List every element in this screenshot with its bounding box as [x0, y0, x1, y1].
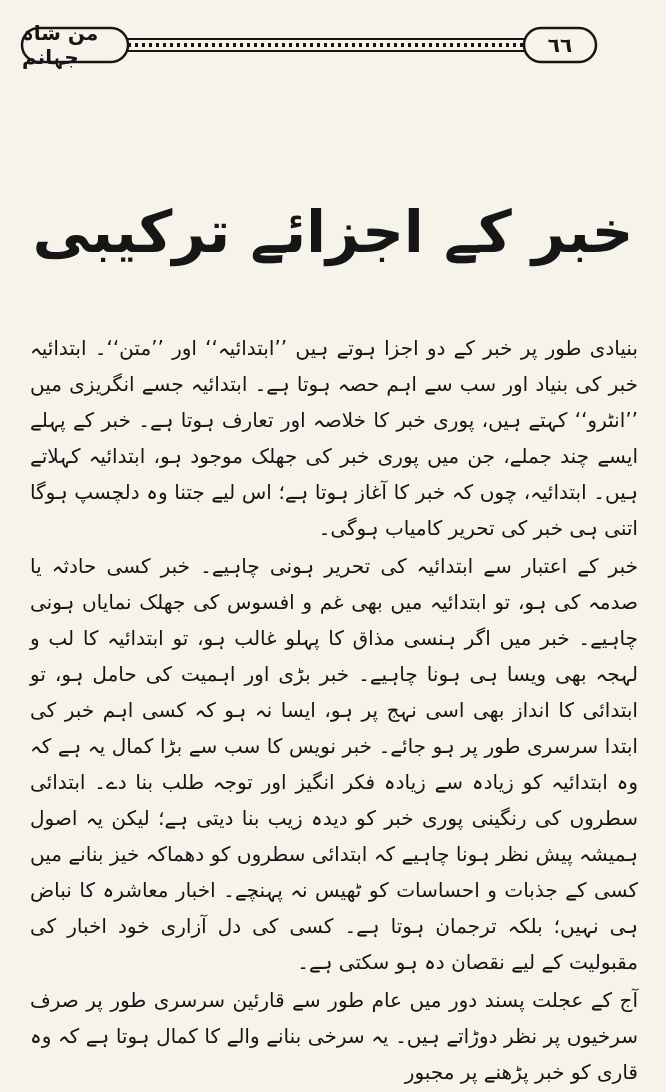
paragraph: آج کے عجلت پسند دور میں عام طور سے قارئین سرسری طور پر صرف سرخیوں پر نظر دوڑاتے ہیں۔ یہ سرخی بنانے والے کا کمال ہوتا ہے کہ وہ قاری کو خبر پڑھنے پر مجبور [30, 988, 638, 1084]
page-number: ٦٦ [547, 33, 573, 57]
chapter-title: خبر کے اجزائے ترکیبی [32, 198, 634, 266]
book-title: من شاہ جہانم [22, 21, 99, 69]
paragraph: بنیادی طور پر خبر کے دو اجزا ہوتے ہیں ’’ابتدائیہ‘‘ اور ’’متن‘‘۔ ابتدائیہ خبر کی بنیاد اور سب سے اہم حصہ ہوتا ہے۔ ابتدائیہ جسے انگریزی میں ’’انٹرو‘‘ کہتے ہیں، پوری خبر کا خلاصہ اور تعارف ہوتا ہے۔ خبر کے پہلے ایسے چند جملے، جن میں پوری خبر کی جھلک موجود ہو، ابتدائیہ کہلاتے ہیں۔ ابتدائیہ، چوں کہ خبر کا آغاز ہوتا ہے؛ اس لیے جتنا وہ دلچسپ ہوگا اتنی ہی خبر کی تحریر کامیاب ہوگی۔ [30, 336, 638, 540]
body-text [30, 330, 638, 1092]
paragraph: خبر کے اعتبار سے ابتدائیہ کی تحریر ہونی چاہیے۔ خبر کسی حادثہ یا صدمہ کی ہو، تو ابتدائیہ میں بھی غم و افسوس کی جھلک نمایاں ہونی چاہیے۔ خبر میں اگر ہنسی مذاق کا پہلو غالب ہو، تو ابتدائیہ کا لب و لہجہ بھی ویسا ہی ہونا چاہیے۔ خبر بڑی اور اہمیت کی حامل ہو، تو ابتدائی کا انداز بھی اسی نہج پر ہو، ایسا نہ ہو کہ کسی اہم خبر کی ابتدا سرسری طور پر ہو جائے۔ خبر نویس کا سب سے بڑا کمال یہ ہے کہ وہ ابتدائیہ کو زیادہ سے زیادہ فکر انگیز اور توجہ طلب بنا دے۔ ابتدائی سطروں کی رنگینی پوری خبر کو دیدہ زیب بنا دیتی ہے؛ لیکن یہ اصول ہمیشہ پیش نظر ہونا چاہیے کہ ابتدائی سطروں کو دھماکہ خیز بنانے میں کسی کے جذبات و احساسات کو ٹھیس نہ پہنچے۔ اخبار معاشرہ کا نباض ہی نہیں؛ بلکہ ترجمان ہوتا ہے۔ کسی کی دل آزاری خود اخبار کی مقبولیت کے لیے نقصان دہ ہو سکتی ہے۔ [30, 554, 638, 974]
page-header [14, 21, 606, 69]
